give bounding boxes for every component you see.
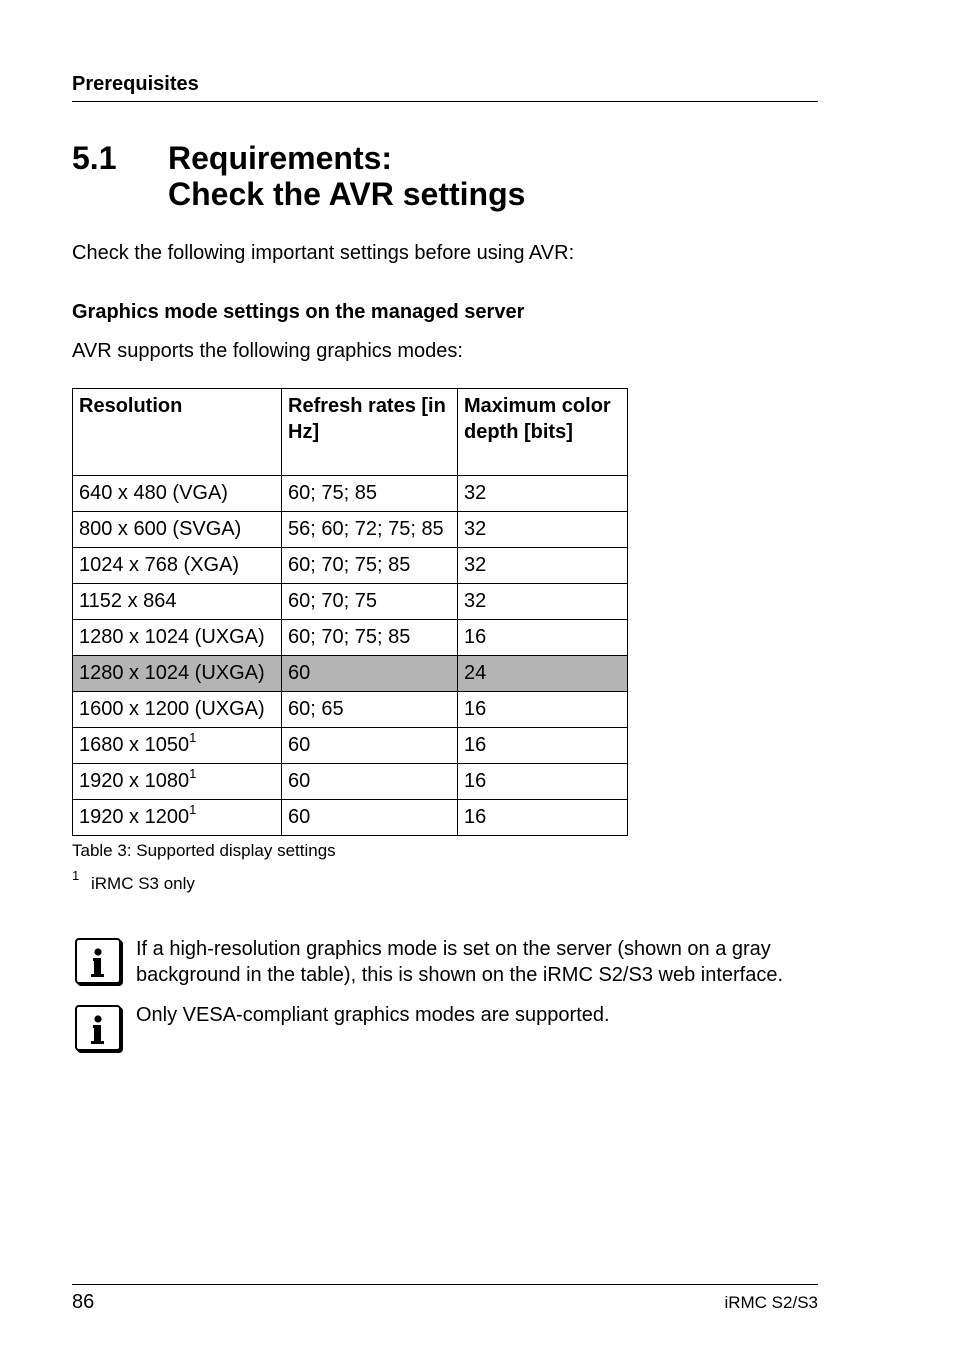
table-row: [73, 620, 628, 656]
cell-color-depth: 32: [458, 548, 628, 584]
cell-refresh-rates: 60; 70; 75; 85: [282, 620, 458, 656]
cell-color-depth: 32: [458, 476, 628, 512]
cell-refresh-rates: 60: [282, 728, 458, 764]
section-title: [168, 140, 525, 212]
footer-rule: [72, 1284, 818, 1285]
table-row: [73, 512, 628, 548]
footnote-reference: 1: [189, 766, 197, 781]
resolution-text: 1280 x 1024 (UXGA): [79, 626, 265, 648]
table-row: [73, 656, 628, 692]
section-title-line-1: Requirements:: [168, 140, 393, 176]
table-row: [73, 800, 628, 836]
subheading: Graphics mode settings on the managed server: [72, 301, 525, 323]
footnote-reference: 1: [189, 802, 197, 817]
cell-color-depth: 16: [458, 620, 628, 656]
resolution-text: 1920 x 1080: [79, 770, 190, 792]
lead-paragraph: AVR supports the following graphics modes:: [72, 340, 463, 362]
cell-color-depth: 16: [458, 764, 628, 800]
cell-resolution: [73, 620, 282, 656]
info-note-2-line-1: Only VESA-compliant graphics modes are supported.: [136, 1004, 610, 1026]
graphics-modes-table: [72, 388, 628, 836]
cell-color-depth: 24: [458, 656, 628, 692]
table-row: [73, 692, 628, 728]
cell-resolution: [73, 476, 282, 512]
header-rule: [72, 101, 818, 102]
cell-refresh-rates: 60; 65: [282, 692, 458, 728]
cell-refresh-rates: 56; 60; 72; 75; 85: [282, 512, 458, 548]
cell-resolution: [73, 548, 282, 584]
cell-refresh-rates: 60: [282, 800, 458, 836]
cell-resolution: [73, 728, 282, 764]
cell-resolution: [73, 512, 282, 548]
footnote-text: iRMC S3 only: [91, 874, 195, 893]
cell-resolution: [73, 584, 282, 620]
cell-color-depth: 16: [458, 692, 628, 728]
cell-refresh-rates: 60: [282, 764, 458, 800]
section-title-line-2: Check the AVR settings: [168, 176, 526, 212]
table-header-row: [73, 389, 628, 476]
cell-color-depth: 32: [458, 584, 628, 620]
cell-refresh-rates: 60: [282, 656, 458, 692]
footnote-mark: 1: [72, 868, 80, 883]
document-name: iRMC S2/S3: [724, 1293, 818, 1312]
info-note-1-line-2: background in the table), this is shown on the iRMC S2/S3 web interface.: [136, 964, 784, 986]
intro-paragraph: Check the following important settings before using AVR:: [72, 242, 575, 264]
table-row: [73, 764, 628, 800]
column-header-color-depth: Maximum color depth [bits]: [458, 389, 628, 476]
cell-resolution: [73, 656, 282, 692]
running-header: Prerequisites: [72, 73, 199, 95]
cell-refresh-rates: 60; 70; 75: [282, 584, 458, 620]
cell-color-depth: 16: [458, 800, 628, 836]
cell-resolution: [73, 692, 282, 728]
resolution-text: 1152 x 864: [79, 590, 177, 612]
cell-refresh-rates: 60; 70; 75; 85: [282, 548, 458, 584]
resolution-text: 800 x 600 (SVGA): [79, 518, 242, 540]
info-note-1: [136, 936, 826, 988]
column-header-resolution: Resolution: [73, 389, 282, 476]
column-header-refresh-rates: Refresh rates [in Hz]: [282, 389, 458, 476]
cell-color-depth: 16: [458, 728, 628, 764]
page-number: 86: [72, 1291, 95, 1313]
footnote-reference: 1: [189, 730, 197, 745]
table-row: [73, 548, 628, 584]
table-row: [73, 476, 628, 512]
table-row: [73, 728, 628, 764]
info-note-2: [136, 1002, 826, 1028]
resolution-text: 1024 x 768 (XGA): [79, 554, 240, 576]
resolution-text: 1280 x 1024 (UXGA): [79, 662, 265, 684]
cell-resolution: [73, 800, 282, 836]
resolution-text: 640 x 480 (VGA): [79, 482, 228, 504]
info-icon: [75, 938, 121, 984]
cell-color-depth: 32: [458, 512, 628, 548]
resolution-text: 1600 x 1200 (UXGA): [79, 698, 265, 720]
resolution-text: 1920 x 1200: [79, 806, 190, 828]
cell-resolution: [73, 764, 282, 800]
table-caption: Table 3: Supported display settings: [72, 841, 336, 860]
cell-refresh-rates: 60; 75; 85: [282, 476, 458, 512]
resolution-text: 1680 x 1050: [79, 734, 190, 756]
info-icon: [75, 1005, 121, 1051]
info-note-1-line-1: If a high-resolution graphics mode is set on the server (shown on a gray: [136, 938, 771, 960]
table-row: [73, 584, 628, 620]
section-number: 5.1: [72, 140, 117, 176]
